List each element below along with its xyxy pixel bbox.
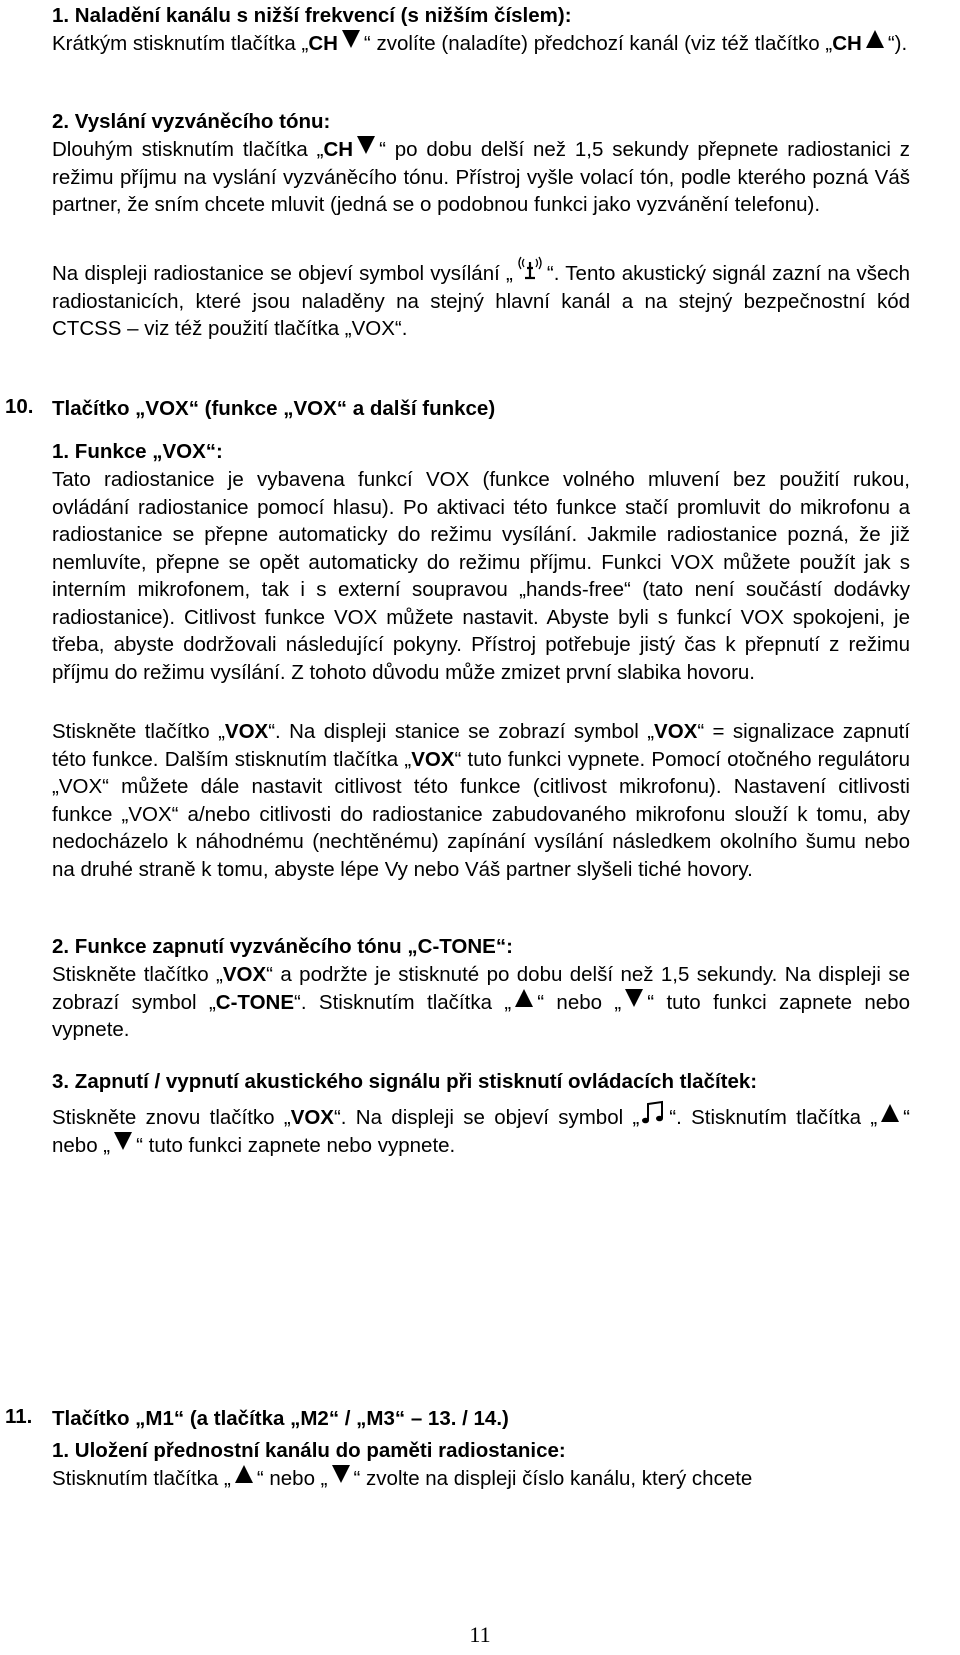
sec11-sub1-text: Stisknutím tlačítka „ “ nebo „ “ zvolte na displeji číslo kanálu, který chcete [52,1467,753,1490]
triangle-up-icon [866,30,884,48]
triangle-up-icon [881,1104,899,1122]
triangle-down-icon [357,136,375,154]
sec10-sub3-heading: 3. Zapnutí / vypnutí akustického signálu při stisknutí ovládacích tlačítek: [52,1070,758,1093]
sec2-heading: 2. Vyslání vyzváněcího tónu: [52,110,331,133]
sec11-number: 11. [5,1405,33,1428]
sec2-text-2: Na displeji radiostanice se objeví symbol vysílání „ “. Tento akustický signál zazní na všech radiostanicích, které jsou naladěny na stejný hlavní kanál a na stejný bezpečnostní kód CTCSS – viz též použití tlačítka „VOX“. [52,256,910,343]
sec10-sub2-heading: 2. Funkce zapnutí vyzváněcího tónu „C-TONE“: [52,935,513,958]
sec10-number: 10. [5,395,34,418]
antenna-broadcast-icon [515,256,545,282]
triangle-down-icon [332,1465,350,1483]
sec1-text: Krátkým stisknutím tlačítka „CH “ zvolíte (naladíte) předchozí kanál (viz též tlačítko „CH “). [52,32,908,55]
page-number: 11 [469,1622,491,1647]
triangle-down-icon [342,30,360,48]
music-note-icon [641,1100,667,1126]
sec2-text: Dlouhým stisknutím tlačítka „CH “ po dobu delší než 1,5 sekundy přepnete radiostanici z režimu příjmu na vyslání vyzváněcího tónu. Přístroj vyšle volací tón, podle kterého pozná Váš partner, že sním chcete mluvit (jedná se o podobnou funkci jako vyzvánění telefonu). [52,138,910,216]
triangle-down-icon [114,1132,132,1150]
sec11-sub1-heading: 1. Uložení přednostní kanálu do paměti radiostanice: [52,1439,566,1462]
sec10-sub1-text-2: Stiskněte tlačítko „VOX“. Na displeji stanice se zobrazí symbol „VOX“ = signalizace zapnutí této funkce. Dalším stisknutím tlačítka „VOX“ tuto funkci vypnete. Pomocí otočného regulátoru „VOX“ můžete dále nastavit citlivost této funkce (citlivost mikrofonu). Nastavení citlivosti funkce „VOX“ a/nebo citlivosti do radiostanice zabudovaného mikrofonu slouží k tomu, aby nedocházelo k náhodnému (nechtěnému) zapínání vysílání následkem okolního šumu nebo na druhé straně k tomu, abyste lépe Vy nebo Váš partner slyšeli tiché hovory. [52,720,911,881]
sec10-sub2-text: Stiskněte tlačítko „VOX“ a podržte je stisknuté po dobu delší než 1,5 sekundy. Na displeji se zobrazí symbol „C-TONE“. Stisknutím tlačítka „ “ nebo „ “ tuto funkci zapnete nebo vypnete. [52,963,910,1041]
sec10-sub1-text: Tato radiostanice je vybavena funkcí VOX (funkce volného mluvení bez použití rukou, ovládání radiostanice pomocí hlasu). Po aktivaci této funkce stačí promluvit do mikrofonu a radiostanice se přepne automaticky do režimu vysílání. Jakmile radiostanice pozná, že již nemluvíte, přepne se opět automaticky do režimu příjmu. Funkci VOX můžete použít jak s interním mikrofonem, tak i s externí soupravou „hands-free“ (tato není součástí dodávky radiostanice). Citlivost funkce VOX můžete nastavit. Abyste byli s funkcí VOX spokojeni, je třeba, abyste dodržovali následující pokyny. Přístroj potřebuje jistý čas k přepnutí z režimu příjmu do režimu vysílání. Z tohoto důvodu může zmizet první slabika hovoru. [52,468,910,684]
sec11-heading: Tlačítko „M1“ (a tlačítka „M2“ / „M3“ – 13. / 14.) [52,1407,509,1430]
triangle-up-icon [515,989,533,1007]
sec10-sub3-text: Stiskněte znovu tlačítko „VOX“. Na displeji se objeví symbol „ “. Stisknutím tlačítka „ “ nebo „ “ tuto funkci zapnete nebo vypnete. [52,1100,910,1159]
sec10-sub1-heading: 1. Funkce „VOX“: [52,440,223,463]
triangle-down-icon [625,989,643,1007]
sec10-heading: Tlačítko „VOX“ (funkce „VOX“ a další funkce) [52,397,496,420]
sec1-heading: 1. Naladění kanálu s nižší frekvencí (s nižším číslem): [52,4,572,27]
triangle-up-icon [235,1465,253,1483]
